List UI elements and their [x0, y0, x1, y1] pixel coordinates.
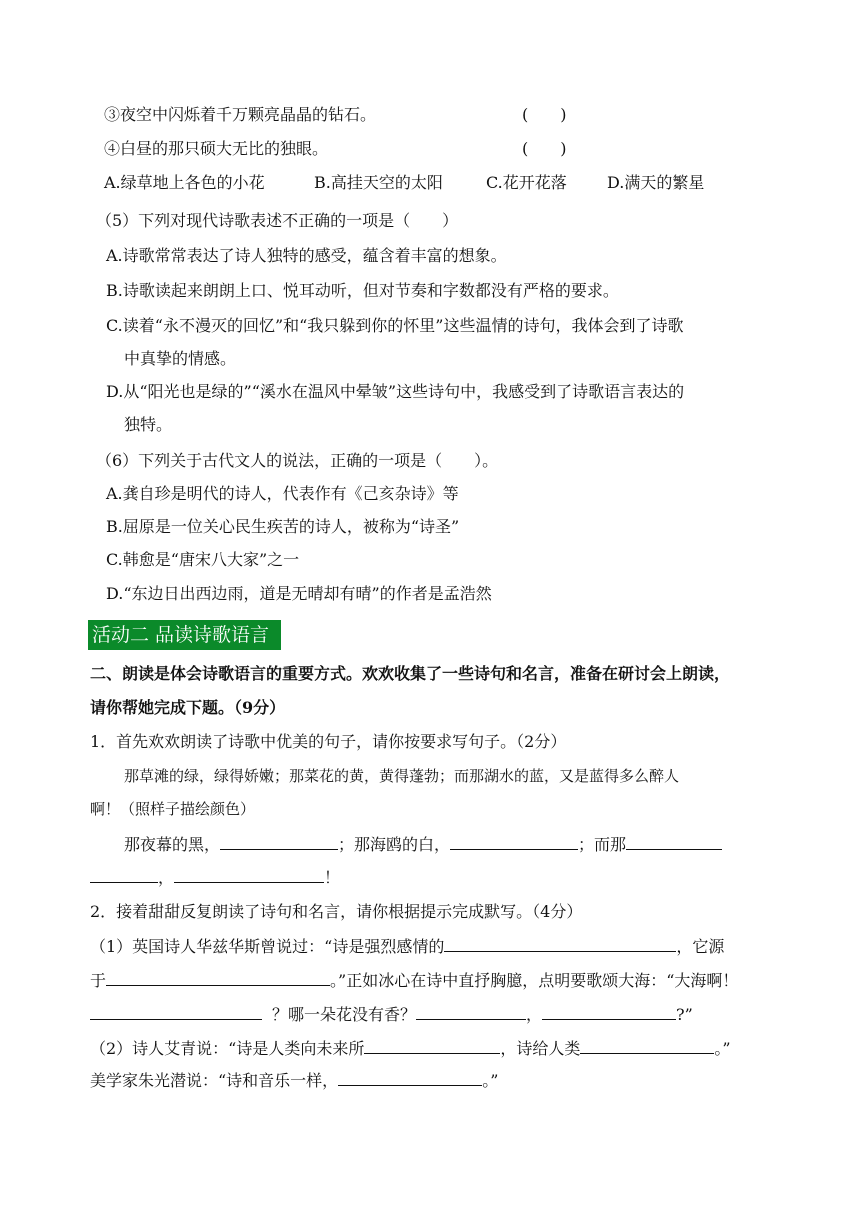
part1-text-g: ?”: [676, 1005, 693, 1024]
part1-line1: [90, 935, 724, 958]
part1-text-c: 于: [90, 971, 107, 990]
part2-text-a: （2）诗人艾青说：“诗是人类向未来所: [90, 1039, 365, 1058]
part2-line2: [90, 1069, 498, 1092]
part1-line2: [90, 969, 738, 992]
blank-zhu-guangqian[interactable]: [338, 1069, 482, 1086]
blank-aiqing-2[interactable]: [580, 1037, 714, 1054]
section2-intro-line2: 请你帮她完成下题。（9分）: [90, 698, 286, 717]
option-a: A.绿草地上各色的小花: [104, 173, 265, 192]
blank-poetry-source[interactable]: [106, 969, 330, 986]
q6-stem: （6）下列关于古代文人的说法，正确的一项是（ ）。: [96, 451, 499, 470]
activity-heading: 活动二 品读诗歌语言: [88, 620, 281, 650]
fill-sentence-line1: [124, 833, 722, 856]
blank-line2-b[interactable]: [174, 866, 324, 883]
part2-text-d: 美学家朱光潜说：“诗和音乐一样，: [90, 1071, 339, 1090]
option-d: D.满天的繁星: [607, 173, 705, 192]
exclamation: ！: [324, 868, 341, 887]
part1-line3: [90, 1003, 693, 1026]
sample-sentence-line2: 啊！（照样子描绘颜色）: [90, 800, 256, 818]
q5-option-c-line1: C.读着“永不漫灭的回忆”和“我只躲到你的怀里”这些温情的诗句，我体会到了诗歌: [106, 316, 684, 335]
q4-item-3: ③夜空中闪烁着千万颗亮晶晶的钻石。: [104, 105, 377, 124]
q6-option-a: A.龚自珍是明代的诗人，代表作有《己亥杂诗》等: [106, 484, 459, 503]
fill-text-b: ；那海鸥的白，: [338, 835, 451, 854]
blank-line1-end[interactable]: [626, 833, 722, 850]
q5-option-c-line2: 中真挚的情感。: [124, 349, 237, 368]
fill-text-a: 那夜幕的黑，: [124, 835, 221, 854]
option-b: B.高挂天空的太阳: [314, 173, 443, 192]
section2-intro-line1: 二、朗读是体会诗歌语言的重要方式。欢欢收集了一些诗句和名言，准备在研讨会上朗读，: [90, 664, 731, 683]
q5-option-b: B.诗歌读起来朗朗上口、悦耳动听，但对节奏和字数都没有严格的要求。: [106, 281, 619, 300]
answer-paren-4[interactable]: ( ): [522, 139, 567, 158]
q5-option-d-line2: 独特。: [124, 415, 173, 434]
question-2: 2．接着甜甜反复朗读了诗句和名言，请你根据提示完成默写。（4分）: [90, 902, 583, 921]
blank-sea-3[interactable]: [542, 1003, 676, 1020]
q6-option-d: D.“东边日出西边雨，道是无晴却有晴”的作者是孟浩然: [106, 584, 492, 603]
blank-white[interactable]: [450, 833, 578, 850]
q6-option-b: B.屈原是一位关心民生疾苦的诗人，被称为“诗圣”: [106, 517, 460, 536]
blank-black[interactable]: [220, 833, 338, 850]
part2-line1: [90, 1037, 731, 1060]
part2-text-e: 。”: [482, 1071, 499, 1090]
answer-paren-3[interactable]: ( ): [522, 105, 567, 124]
part2-text-c: 。”: [714, 1039, 731, 1058]
q6-option-c: C.韩愈是“唐宋八大家”之一: [106, 550, 300, 569]
blank-sea-1[interactable]: [90, 1003, 262, 1020]
q4-item-4: ④白昼的那只硕大无比的独眼。: [104, 139, 329, 158]
fill-text-c: ；而那: [578, 835, 627, 854]
part1-text-f: ，: [526, 1005, 543, 1024]
part1-text-e: ？哪一朵花没有香？: [272, 1005, 417, 1024]
part1-text-d: 。”正如冰心在诗中直抒胸臆，点明要歌颂大海：“大海啊！: [330, 971, 739, 990]
part1-text-a: （1）英国诗人华兹华斯曾说过：“诗是强烈感情的: [90, 937, 445, 956]
part2-text-b: ，诗给人类: [500, 1039, 581, 1058]
blank-aiqing-1[interactable]: [364, 1037, 500, 1054]
fill-sentence-line2: [90, 866, 340, 889]
q5-option-a: A.诗歌常常表达了诗人独特的感受，蕴含着丰富的想象。: [106, 246, 507, 265]
part1-text-b: ，它源: [676, 937, 725, 956]
blank-line2-a[interactable]: [90, 866, 158, 883]
question-1: 1．首先欢欢朗读了诗歌中优美的句子，请你按要求写句子。（2分）: [90, 732, 567, 751]
comma: ，: [158, 868, 175, 887]
blank-poetry-feeling[interactable]: [444, 935, 676, 952]
option-c: C.花开花落: [486, 173, 567, 192]
q5-option-d-line1: D.从“阳光也是绿的”“溪水在温风中晕皱”这些诗句中，我感受到了诗歌语言表达的: [106, 382, 685, 401]
q5-stem: （5）下列对现代诗歌表述不正确的一项是（ ）: [96, 211, 459, 230]
blank-sea-2[interactable]: [416, 1003, 526, 1020]
sample-sentence-line1: 那草滩的绿，绿得娇嫩；那菜花的黄，黄得蓬勃；而那湖水的蓝，又是蓝得多么醉人: [124, 767, 680, 785]
